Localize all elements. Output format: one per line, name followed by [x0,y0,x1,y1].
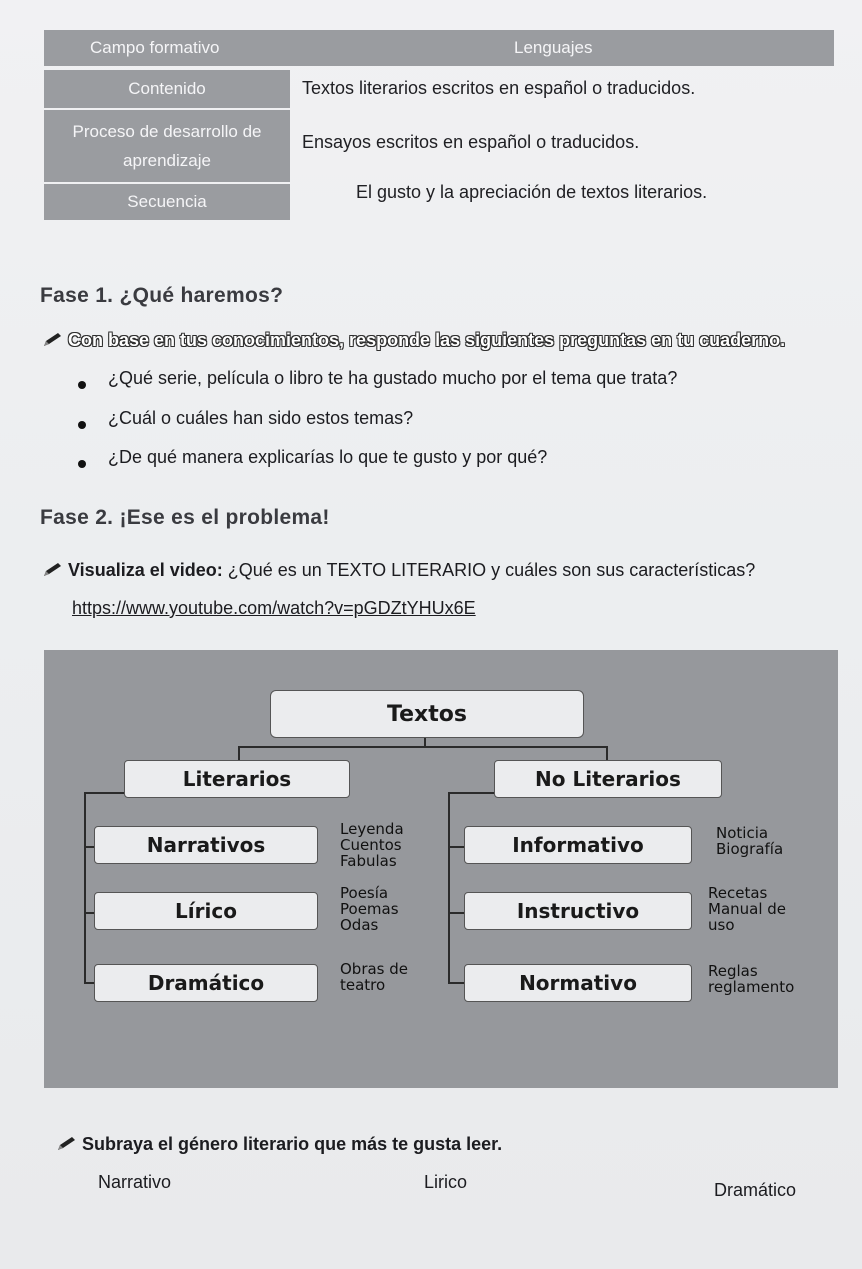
connector-line [238,746,608,748]
dramatico-item: Obras de [340,960,409,978]
connector-line [84,792,86,984]
informativo-item: Biografía [716,839,784,858]
connector-line [84,846,94,848]
question-2: ¿Cuál o cuáles han sido estos temas? [108,408,414,428]
normativo-items [708,964,794,996]
question-3: ¿De qué manera explicarías lo que te gusto y por qué? [108,447,548,467]
campo-formativo-row [44,30,834,66]
instructivo-items [708,886,786,933]
narrativos-box: Narrativos [94,826,318,864]
campo-formativo-label: Campo formativo [90,38,220,57]
normativo-box: Normativo [464,964,692,1002]
proceso-label-line2: aprendizaje [123,151,211,170]
campo-formativo-value: Lenguajes [514,38,593,57]
informativo-item: Noticia [716,824,769,842]
secuencia-value: El gusto y la apreciación de textos literarios. [356,182,708,202]
instructivo-box: Instructivo [464,892,692,930]
option-dramatico[interactable]: Dramático [714,1180,797,1200]
fase2-title: Fase 2. ¡Ese es el problema! [40,506,330,529]
dramatico-items [340,962,408,994]
fase1-instruction: Con base en tus conocimientos, responde las siguientes preguntas en tu cuaderno. [68,330,786,350]
lirico-item: Poemas [340,899,399,918]
option-lirico[interactable]: Lirico [424,1172,468,1192]
option-narrativo[interactable]: Narrativo [98,1172,172,1192]
connector-line [448,982,464,984]
narrativos-item: Cuentos [340,835,402,854]
normativo-item: reglamento [708,977,795,996]
pencil-icon [42,332,64,348]
informativo-box: Informativo [464,826,692,864]
lirico-box: Lírico [94,892,318,930]
dramatico-item: teatro [340,975,386,994]
bullet-icon [78,381,86,389]
fase2-instruction-rest: ¿Qué es un TEXTO LITERARIO y cuáles son sus características? [222,560,756,580]
connector-line [84,792,124,794]
contenido-value: Textos literarios escritos en español o traducidos. [302,78,696,98]
subraya-instruction: Subraya el género literario que más te gusta leer. [82,1134,503,1154]
bullet-icon [78,460,86,468]
proceso-label-line1: Proceso de desarrollo de [72,121,262,141]
textos-box: Textos [270,690,584,738]
bullet-icon [78,421,86,429]
no-literarios-box: No Literarios [494,760,722,798]
question-1: ¿Qué serie, película o libro te ha gustado mucho por el tema que trata? [108,368,678,388]
lirico-item: Poesía [340,884,389,902]
connector-line [448,846,464,848]
video-link[interactable]: https://www.youtube.com/watch?v=pGDZtYHUx6E [72,598,476,618]
instructivo-item: Manual de [708,899,787,918]
proceso-label [44,110,290,182]
fase1-title: Fase 1. ¿Qué haremos? [40,284,284,307]
narrativos-item: Fabulas [340,851,397,870]
contenido-label: Contenido [44,70,290,108]
narrativos-item: Leyenda [340,820,404,838]
dramatico-box: Dramático [94,964,318,1002]
normativo-item: Reglas [708,962,758,980]
subraya-instruction-row [56,1134,502,1155]
secuencia-label: Secuencia [44,184,290,220]
fase2-instruction-bold: Visualiza el video: [68,560,223,580]
instructivo-item: uso [708,915,735,934]
connector-line [448,792,450,984]
textos-diagram [44,650,838,1088]
lirico-items [340,886,399,933]
narrativos-items [340,822,404,869]
informativo-items [716,826,783,858]
pencil-icon [42,562,64,578]
connector-line [84,982,94,984]
connector-line [84,912,94,914]
fase1-instruction-row [42,330,785,351]
fase2-instruction-row [42,560,755,581]
pencil-icon [56,1136,78,1152]
literarios-box: Literarios [124,760,350,798]
connector-line [448,912,464,914]
instructivo-item: Recetas [708,884,768,902]
lirico-item: Odas [340,915,379,934]
proceso-value: Ensayos escritos en español o traducidos. [302,132,640,152]
connector-line [448,792,494,794]
